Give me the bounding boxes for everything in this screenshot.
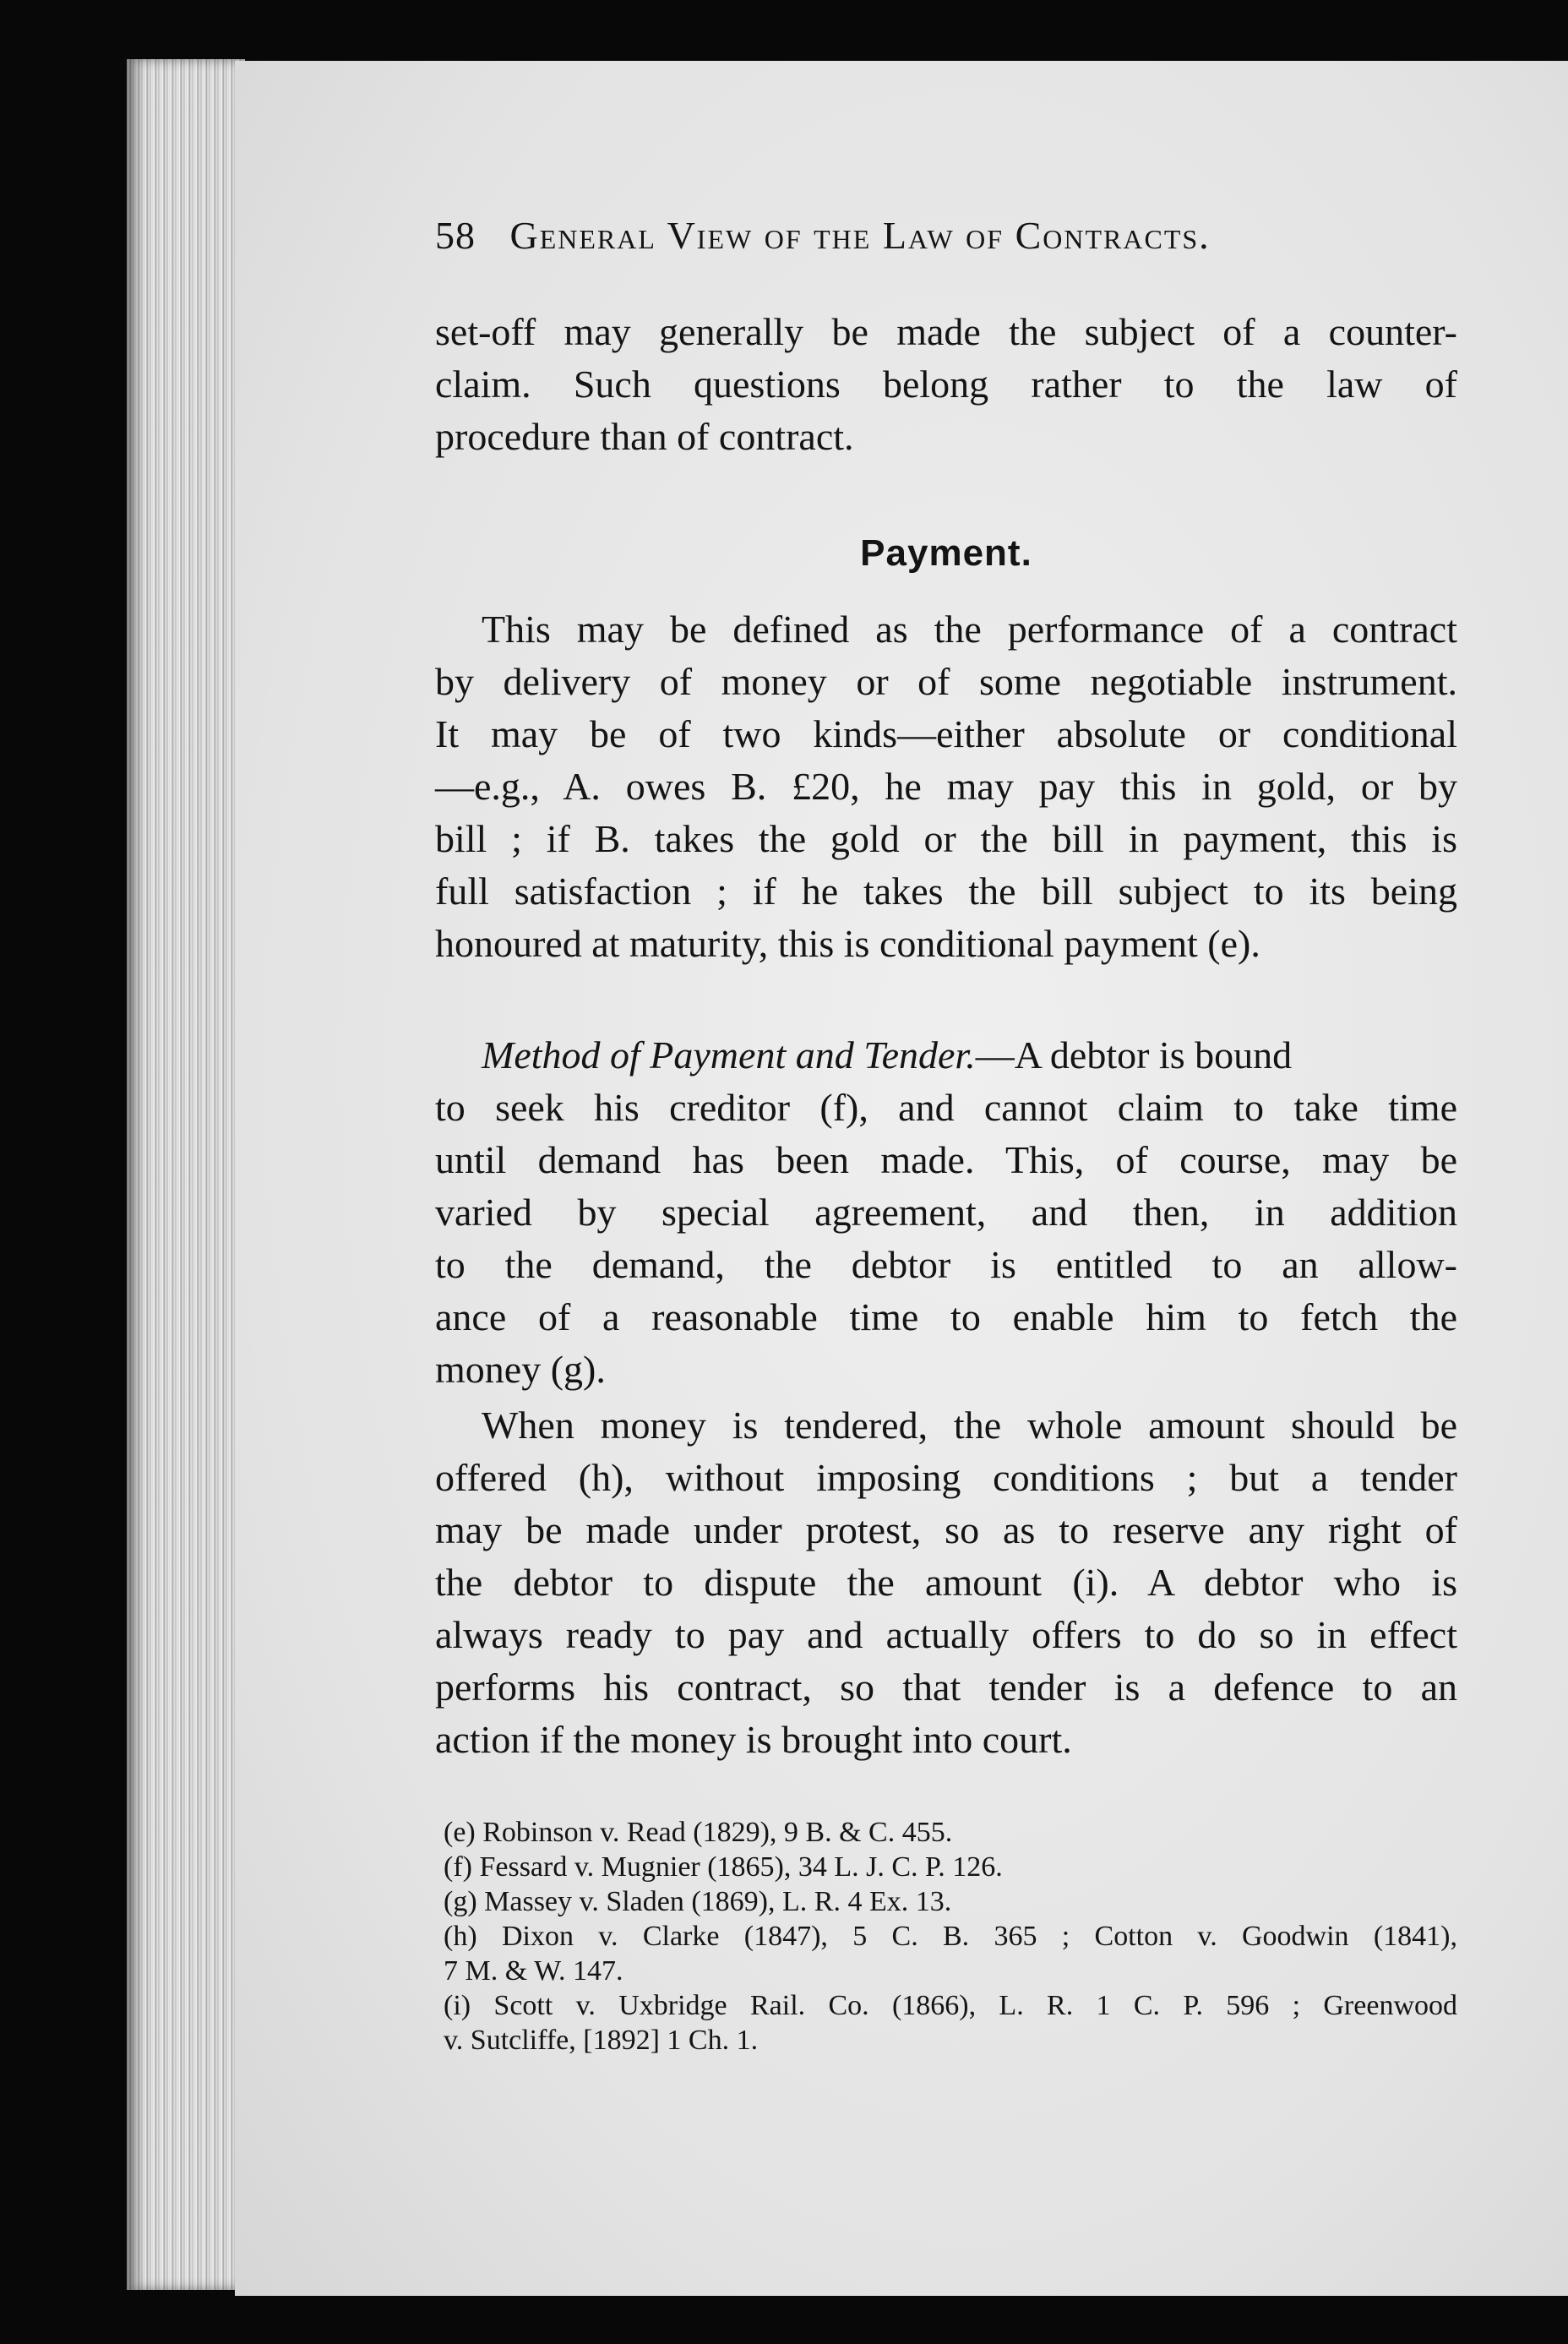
text-line: It may be of two kinds—either absolute or conditional [435,712,1457,755]
footnote: (i) Scott v. Uxbridge Rail. Co. (1866), L. R. 1 C. P. 596 ; Greenwood [444,1990,1457,2021]
section-heading: Payment. [860,532,1032,574]
text-line: may be made under protest, so as to reserve any right of [435,1508,1457,1551]
footnotes [444,1815,1457,2058]
footnote: (g) Massey v. Sladen (1869), L. R. 4 Ex. 13. [444,1886,952,1917]
text-line: by delivery of money or of some negotiable instrument. [435,660,1457,703]
footnote: (h) Dixon v. Clarke (1847), 5 C. B. 365 ; Cotton v. Goodwin (1841), [444,1921,1457,1952]
text-line: the debtor to dispute the amount (i). A debtor who is [435,1561,1457,1604]
text-line [435,1029,1457,1082]
footnote: v. Sutcliffe, [1892] 1 Ch. 1. [444,2025,759,2056]
text-line: action if the money is brought into court. [435,1718,1072,1761]
text-line: This may be defined as the performance of a contract [482,608,1457,651]
text-line: —e.g., A. owes B. £20, he may pay this in gold, or by [435,765,1457,808]
text-run: —A debtor is bound [975,1033,1293,1077]
page-number: 58 [435,214,476,257]
footnote: (f) Fessard v. Mugnier (1865), 34 L. J. C. P. 126. [444,1851,1003,1883]
text-line: honoured at maturity, this is conditional payment (e). [435,922,1260,965]
text-line: offered (h), without imposing conditions ; but a tender [435,1456,1457,1499]
running-header [435,213,1364,258]
text-line: procedure than of contract. [435,415,854,458]
footnote: (e) Robinson v. Read (1829), 9 B. & C. 455. [444,1817,953,1848]
intro-paragraph [435,306,1457,463]
text-line: performs his contract, so that tender is a defence to an [435,1665,1457,1709]
text-line: bill ; if B. takes the gold or the bill in payment, this is [435,817,1457,860]
text-line: set-off may generally be made the subject of a counter- [435,310,1457,353]
payment-paragraph [435,603,1457,970]
text-line: to the demand, the debtor is entitled to an allow- [435,1243,1457,1286]
tender-paragraph [435,1399,1457,1766]
page-edges [127,59,245,2290]
method-paragraph [435,1029,1457,1396]
text-line: claim. Such questions belong rather to the law of [435,363,1457,406]
italic-subheading: Method of Payment and Tender. [482,1033,976,1077]
text-line: full satisfaction ; if he takes the bill subject to its being [435,869,1457,913]
text-line: ance of a reasonable time to enable him to fetch the [435,1295,1457,1338]
text-line: to seek his creditor (f), and cannot claim to take time [435,1086,1457,1129]
running-title: General View of the Law of Contracts. [509,214,1211,257]
text-line: money (g). [435,1348,606,1391]
text-line: varied by special agreement, and then, in addition [435,1191,1457,1234]
text-line: always ready to pay and actually offers to do so in effect [435,1613,1457,1656]
text-line: until demand has been made. This, of course, may be [435,1138,1457,1181]
footnote: 7 M. & W. 147. [444,1955,623,1987]
text-line: When money is tendered, the whole amount should be [482,1404,1457,1447]
